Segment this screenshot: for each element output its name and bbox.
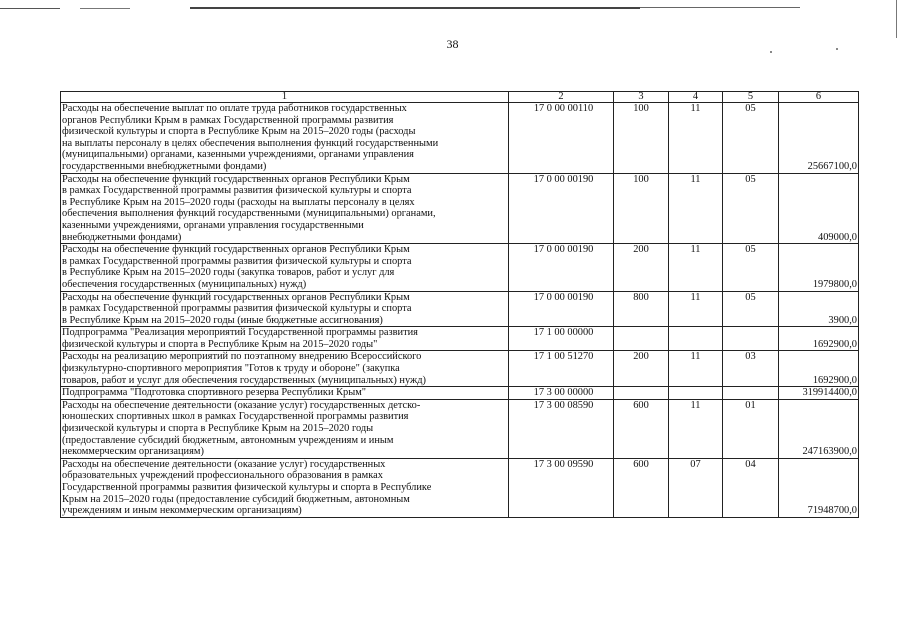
scan-edge-line	[190, 7, 640, 9]
amount-value: 247163900,0	[779, 399, 859, 458]
table-row	[61, 103, 859, 174]
expense-description	[61, 291, 509, 327]
scan-edge-line	[0, 8, 60, 9]
classification-code: 17 0 00 00190	[509, 244, 614, 291]
header-cell: 1	[61, 92, 509, 103]
expense-type-code: 200	[614, 244, 669, 291]
classification-code: 17 3 00 00000	[509, 387, 614, 400]
header-cell: 5	[723, 92, 779, 103]
table-row	[61, 399, 859, 458]
classification-code: 17 1 00 00000	[509, 327, 614, 351]
description-line: Подпрограмма "Реализация мероприятий Государственной программы развития	[62, 327, 418, 339]
description-line: в Республике Крым на 2015–2020 годы (иные бюджетные ассигнования)	[62, 314, 383, 326]
classification-code: 17 3 00 09590	[509, 458, 614, 517]
section-code: 07	[669, 458, 723, 517]
description-line: Расходы на обеспечение функций государственных органов Республики Крым	[62, 244, 410, 256]
description-line: юношеских спортивных школ в рамках Государственной программы развития	[62, 411, 409, 423]
subsection-code: 05	[723, 103, 779, 174]
expense-type-code: 800	[614, 291, 669, 327]
description-line: Расходы на обеспечение деятельности (оказание услуг) государственных детско-	[62, 399, 421, 411]
expense-description	[61, 244, 509, 291]
budget-table	[60, 91, 859, 518]
subsection-code: 03	[723, 351, 779, 387]
description-line: в рамках Государственной программы развития физической культуры и спорта	[62, 185, 412, 197]
expense-type-code: 100	[614, 103, 669, 174]
amount-value: 409000,0	[779, 173, 859, 244]
expense-type-code: 100	[614, 173, 669, 244]
section-code	[669, 327, 723, 351]
description-line: физической культуры и спорта в Республике Крым на 2015–2020 годы	[62, 423, 374, 435]
expense-description	[61, 351, 509, 387]
header-cell: 6	[779, 92, 859, 103]
expense-description	[61, 103, 509, 174]
section-code: 11	[669, 173, 723, 244]
subsection-code: 05	[723, 291, 779, 327]
amount-value: 319914400,0	[779, 387, 859, 400]
amount-value: 1979800,0	[779, 244, 859, 291]
description-line: казенными учреждениями, органами управления государственными	[62, 219, 364, 231]
description-line: на выплаты персоналу в целях обеспечения выполнения функций государственными	[62, 137, 439, 149]
table-row	[61, 351, 859, 387]
section-code: 11	[669, 103, 723, 174]
subsection-code	[723, 387, 779, 400]
expense-description	[61, 327, 509, 351]
description-line: физической культуры и спорта в Республике Крым на 2015–2020 годы (расходы	[62, 126, 416, 138]
scan-edge-line	[640, 7, 800, 8]
description-line: органов Республики Крым в рамках Государственной программы развития	[62, 114, 394, 126]
expense-type-code: 600	[614, 458, 669, 517]
expense-type-code: 200	[614, 351, 669, 387]
table-row	[61, 387, 859, 400]
subsection-code: 04	[723, 458, 779, 517]
expense-description	[61, 387, 509, 400]
description-line: образовательных учреждений профессионального образования в рамках	[62, 470, 383, 482]
description-line: Государственной программы развития физической культуры и спорта в Республике	[62, 482, 432, 493]
description-line: обеспечения выполнения функций государственными (муниципальными) органами,	[62, 208, 436, 220]
description-line: в рамках Государственной программы развития физической культуры и спорта	[62, 255, 412, 267]
description-line: внебюджетными фондами)	[62, 231, 182, 243]
section-code: 11	[669, 291, 723, 327]
section-code	[669, 387, 723, 400]
scan-edge-line	[80, 8, 130, 9]
description-line: (предоставление субсидий бюджетным, автономным учреждениям и иным	[62, 434, 394, 446]
expense-description	[61, 458, 509, 517]
table-row	[61, 458, 859, 517]
amount-value: 1692900,0	[779, 351, 859, 387]
subsection-code: 05	[723, 244, 779, 291]
header-cell: 2	[509, 92, 614, 103]
classification-code: 17 3 00 08590	[509, 399, 614, 458]
expense-description	[61, 399, 509, 458]
amount-value: 71948700,0	[779, 458, 859, 517]
subsection-code: 01	[723, 399, 779, 458]
description-line: некоммерческим организациям)	[62, 446, 204, 458]
section-code: 11	[669, 399, 723, 458]
description-line: в Республике Крым на 2015–2020 годы (расходы на выплаты персоналу в целях	[62, 196, 415, 208]
table-row	[61, 244, 859, 291]
description-line: товаров, работ и услуг для обеспечения государственных (муниципальных) нужд)	[62, 374, 426, 386]
description-line: в рамках Государственной программы развития физической культуры и спорта	[62, 303, 412, 315]
description-line: Расходы на обеспечение функций государственных органов Республики Крым	[62, 291, 410, 303]
header-cell: 4	[669, 92, 723, 103]
description-line: учреждениям и иным некоммерческим организациям)	[62, 505, 302, 517]
classification-code: 17 1 00 51270	[509, 351, 614, 387]
description-line: Крым на 2015–2020 годы (предоставление субсидий бюджетным, автономным	[62, 493, 410, 505]
description-line: Подпрограмма "Подготовка спортивного резерва Республики Крым"	[62, 387, 367, 399]
table-row	[61, 173, 859, 244]
subsection-code: 05	[723, 173, 779, 244]
amount-value: 1692900,0	[779, 327, 859, 351]
expense-description	[61, 173, 509, 244]
table-row	[61, 327, 859, 351]
header-row	[61, 92, 859, 103]
scan-edge-line	[896, 0, 897, 38]
header-cell: 3	[614, 92, 669, 103]
description-line: Расходы на обеспечение функций государственных органов Республики Крым	[62, 173, 410, 185]
table-row	[61, 291, 859, 327]
classification-code: 17 0 00 00190	[509, 291, 614, 327]
description-line: обеспечения государственных (муниципальных) нужд)	[62, 278, 307, 290]
expense-type-code	[614, 327, 669, 351]
amount-value: 25667100,0	[779, 103, 859, 174]
description-line: Расходы на обеспечение деятельности (оказание услуг) государственных	[62, 458, 386, 470]
expense-type-code: 600	[614, 399, 669, 458]
description-line: Расходы на реализацию мероприятий по поэтапному внедрению Всероссийского	[62, 351, 422, 363]
description-line: физической культуры и спорта в Республике Крым на 2015–2020 годы"	[62, 338, 378, 350]
section-code: 11	[669, 351, 723, 387]
description-line: в Республике Крым на 2015–2020 годы (закупка товаров, работ и услуг для	[62, 267, 395, 279]
description-line: Расходы на обеспечение выплат по оплате труда работников государственных	[62, 103, 407, 114]
classification-code: 17 0 00 00110	[509, 103, 614, 174]
expense-type-code	[614, 387, 669, 400]
description-line: физкультурно-спортивного мероприятия "Готов к труду и обороне" (закупка	[62, 363, 400, 375]
description-line: (муниципальными) органами, казенными учреждениями, органами управления	[62, 149, 414, 161]
description-line: государственными внебюджетными фондами)	[62, 160, 267, 172]
classification-code: 17 0 00 00190	[509, 173, 614, 244]
subsection-code	[723, 327, 779, 351]
section-code: 11	[669, 244, 723, 291]
amount-value: 3900,0	[779, 291, 859, 327]
page-number: 38	[446, 37, 459, 51]
